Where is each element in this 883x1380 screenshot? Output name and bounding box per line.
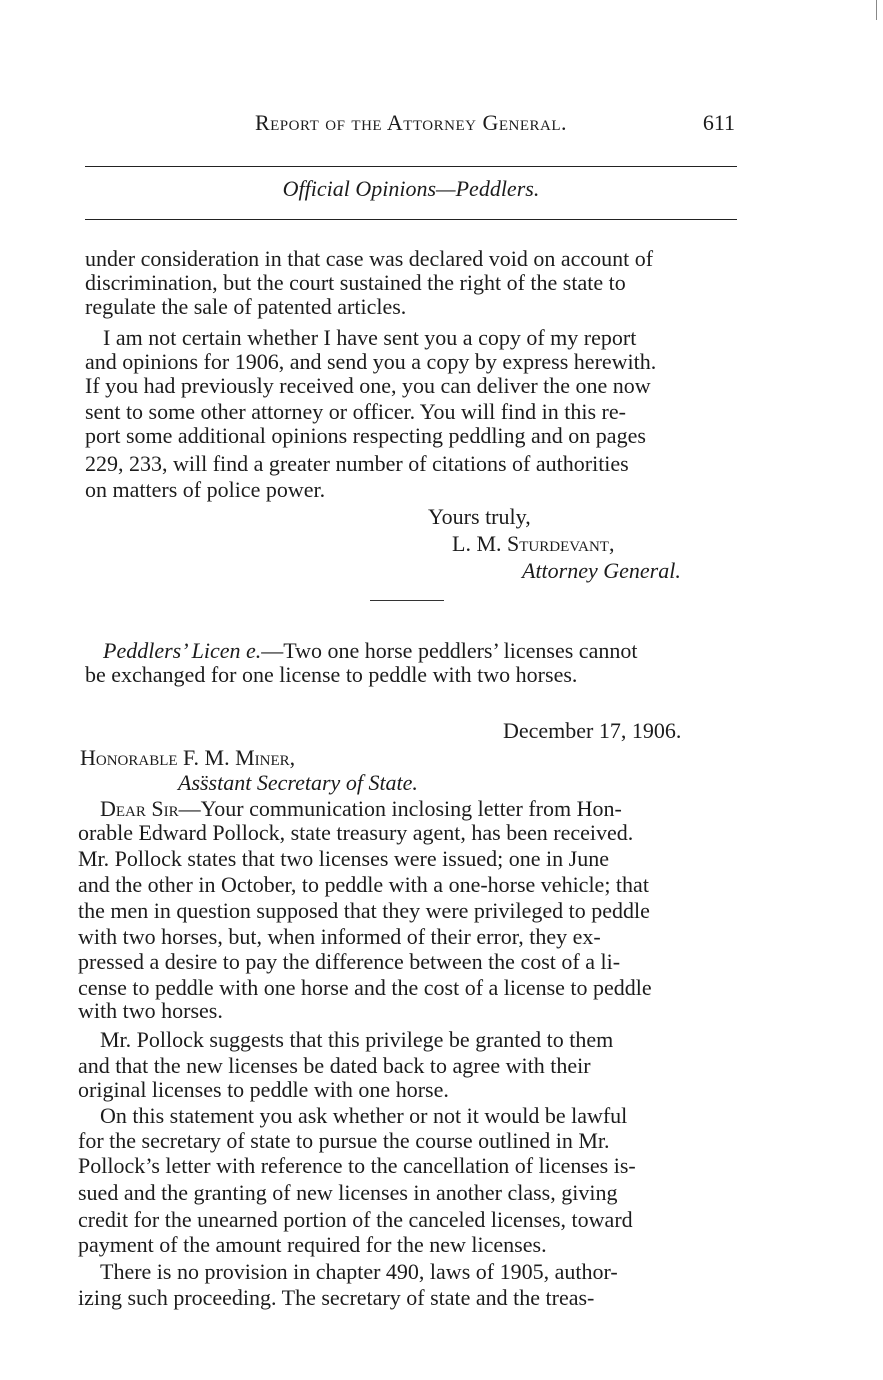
- syllabus-text: —Two one horse peddlers’ licenses cannot: [261, 638, 638, 663]
- signer-title: Attorney General.: [522, 558, 681, 583]
- body-line: Pollock’s letter with reference to the cancellation of licenses is-: [78, 1153, 636, 1178]
- body-line: If you had previously received one, you can deliver the one now: [85, 373, 651, 398]
- body-line: with two horses, but, when informed of their error, they ex-: [78, 924, 601, 949]
- running-title: Report of the Attorney General.: [254, 110, 568, 135]
- body-line: and that the new licenses be dated back to agree with their: [78, 1053, 591, 1078]
- body-line: discrimination, but the court sustained the right of the state to: [85, 270, 626, 295]
- section-title: Official Opinions—Peddlers.: [282, 176, 540, 201]
- body-line: pressed a desire to pay the difference between the cost of a li-: [78, 949, 621, 974]
- body-line: port some additional opinions respecting peddling and on pages: [85, 423, 646, 448]
- signer-name: L. M. Sturdevant,: [452, 531, 615, 556]
- syllabus-line: [103, 638, 637, 664]
- separator-rule: [370, 600, 444, 601]
- body-line: I am not certain whether I have sent you a copy of my report: [103, 325, 637, 350]
- header-rule-top: [85, 166, 737, 167]
- syllabus-topic: Peddlers’ Licen e.: [103, 638, 262, 663]
- body-line: There is no provision in chapter 490, laws of 1905, author-: [100, 1259, 618, 1284]
- addressee-name: Honorable F. M. Miner,: [80, 745, 296, 770]
- body-line: On this statement you ask whether or not it would be lawful: [100, 1103, 628, 1128]
- body-line: Mr. Pollock states that two licenses were issued; one in June: [78, 846, 609, 871]
- salutation-line: [100, 796, 622, 822]
- page-edge-mark: [876, 0, 877, 20]
- body-line: —Your communication inclosing letter from Hon-: [178, 796, 622, 821]
- body-line: and the other in October, to peddle with a one-horse vehicle; that: [78, 872, 649, 897]
- closing: Yours truly,: [428, 504, 531, 529]
- running-header: [85, 110, 737, 144]
- body-line: under consideration in that case was declared void on account of: [85, 246, 654, 271]
- salutation: Dear Sir: [100, 796, 179, 821]
- body-line: sued and the granting of new licenses in another class, giving: [78, 1180, 618, 1205]
- body-line: credit for the unearned portion of the canceled licenses, toward: [78, 1207, 633, 1232]
- body-line: orable Edward Pollock, state treasury agent, has been received.: [78, 820, 634, 845]
- page-number: 611: [702, 110, 735, 135]
- body-line: izing such proceeding. The secretary of state and the treas-: [78, 1285, 595, 1310]
- body-line: sent to some other attorney or officer. You will find in this re-: [85, 399, 626, 424]
- body-line: Mr. Pollock suggests that this privilege be granted to them: [100, 1027, 614, 1052]
- body-line: original licenses to peddle with one horse.: [78, 1077, 449, 1102]
- body-line: regulate the sale of patented articles.: [85, 294, 407, 319]
- addressee-title: Ass̈stant Secretary of State.: [178, 770, 418, 795]
- letter-date: December 17, 1906.: [503, 718, 682, 743]
- syllabus-line: be exchanged for one license to peddle with two horses.: [85, 662, 578, 687]
- header-rule-bottom: [85, 219, 737, 220]
- body-line: payment of the amount required for the new licenses.: [78, 1232, 547, 1257]
- body-line: 229, 233, will find a greater number of citations of authorities: [85, 451, 629, 476]
- body-line: on matters of police power.: [85, 477, 326, 502]
- body-line: for the secretary of state to pursue the course outlined in Mr.: [78, 1128, 610, 1153]
- body-line: and opinions for 1906, and send you a copy by express herewith.: [85, 349, 657, 374]
- body-line: the men in question supposed that they were privileged to peddle: [78, 898, 650, 923]
- body-line: cense to peddle with one horse and the cost of a license to peddle: [78, 975, 652, 1000]
- body-line: with two horses.: [78, 998, 223, 1023]
